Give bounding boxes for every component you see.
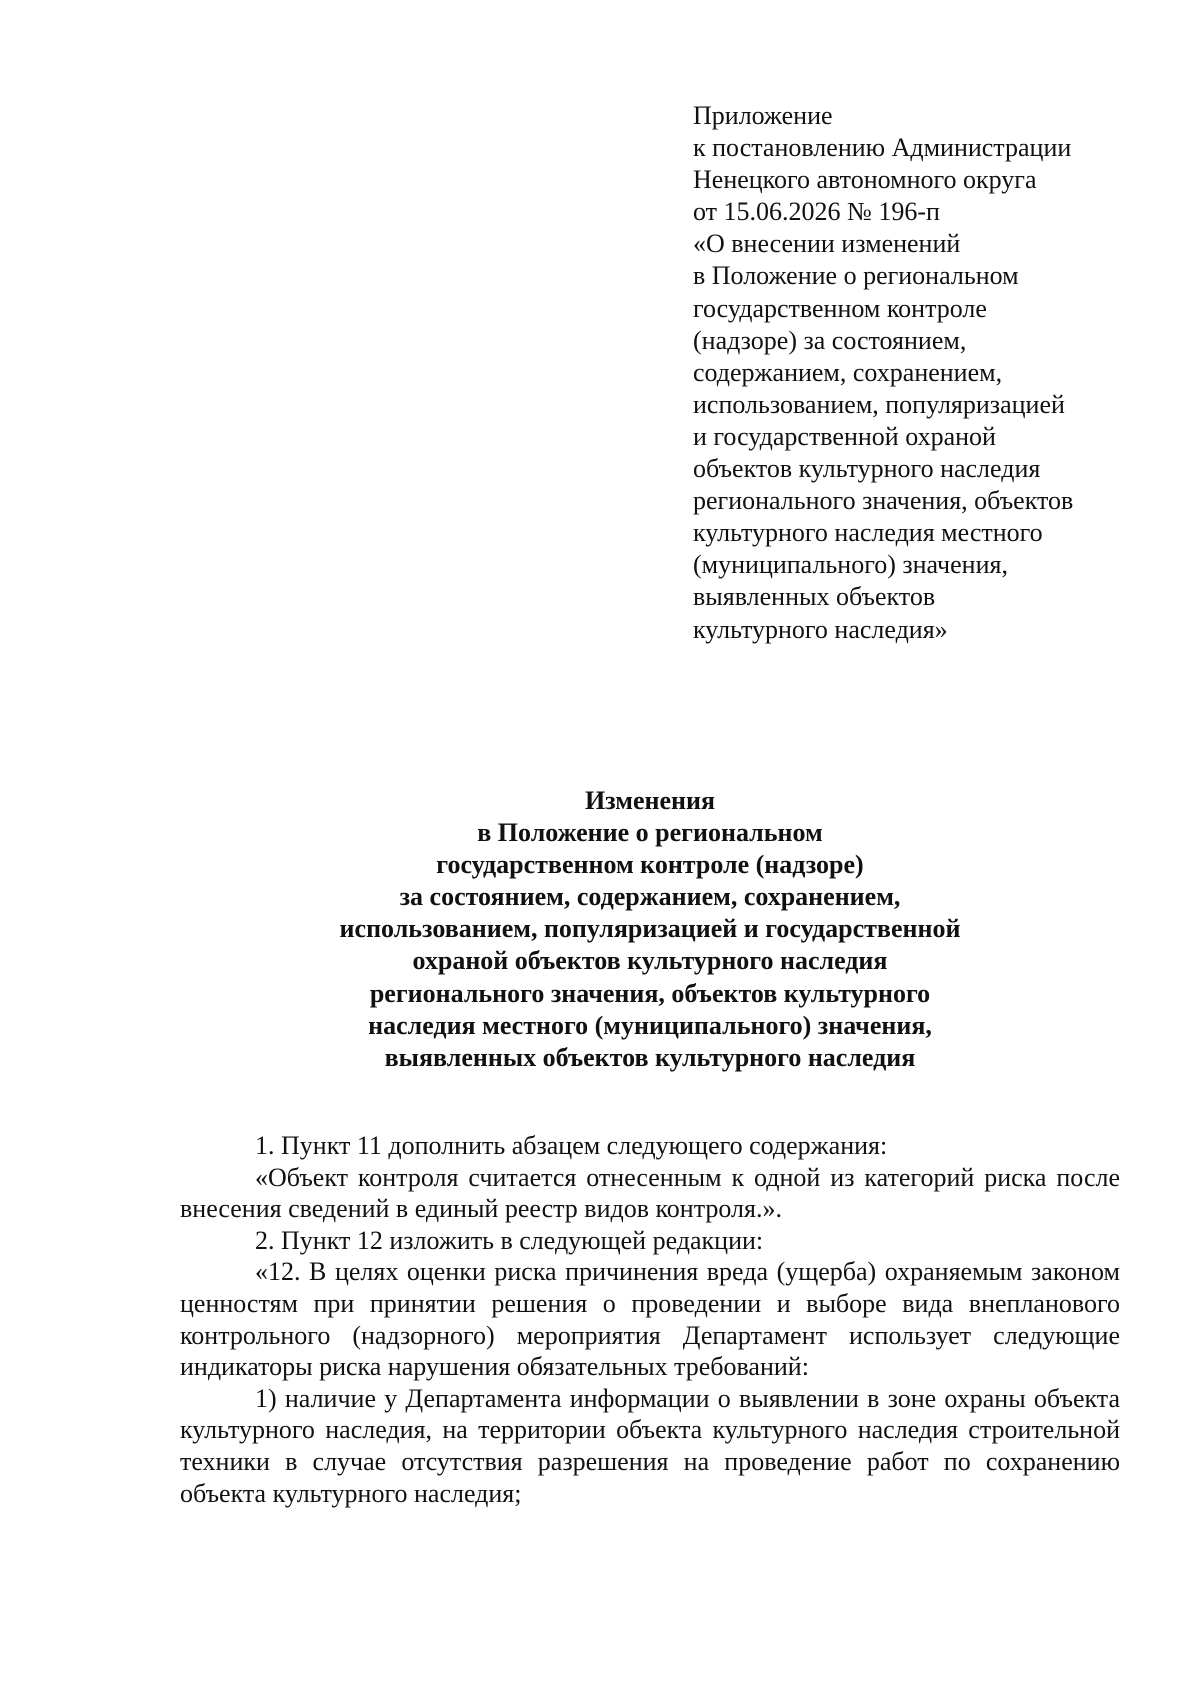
appendix-line: содержанием, сохранением, bbox=[693, 357, 1003, 387]
title-line: в Положение о региональном bbox=[477, 818, 823, 848]
appendix-line: (надзоре) за состоянием, bbox=[693, 325, 967, 355]
title-line: регионального значения, объектов культурного bbox=[369, 978, 931, 1008]
title-line: наследия местного (муниципального) значения, bbox=[368, 1010, 932, 1040]
appendix-line: от 15.06.2026 № 196-п bbox=[693, 197, 940, 227]
title-line: выявленных объектов культурного наследия bbox=[384, 1042, 916, 1072]
appendix-line: Ненецкого автономного округа bbox=[693, 165, 1037, 195]
appendix-line: использованием, популяризацией bbox=[693, 389, 1065, 419]
appendix-line: государственном контроле bbox=[693, 293, 987, 323]
appendix-line: (муниципального) значения, bbox=[693, 550, 1008, 580]
appendix-line: объектов культурного наследия bbox=[693, 454, 1041, 484]
appendix-line: регионального значения, объектов bbox=[693, 486, 1074, 516]
title-line: за состоянием, содержанием, сохранением, bbox=[399, 882, 901, 912]
appendix-line: в Положение о региональном bbox=[693, 261, 1019, 291]
title-line: государственном контроле (надзоре) bbox=[436, 850, 864, 880]
paragraph: 2. Пункт 12 изложить в следующей редакции: bbox=[255, 1225, 764, 1255]
paragraph: «Объект контроля считается отнесенным к одной из категорий риска после внесения сведений в единый реестр видов контроля.». bbox=[180, 1162, 1120, 1224]
paragraph: 1) наличие у Департамента информации о выявлении в зоне охраны объекта культурного наследия, на территории объекта культурного наследия строительной техники в случае отсутствия разрешения на проведение работ по сохранению объекта культурного наследия; bbox=[180, 1383, 1120, 1508]
title-line: Изменения bbox=[584, 786, 716, 815]
appendix-line: культурного наследия» bbox=[693, 614, 948, 644]
paragraph: «12. В целях оценки риска причинения вреда (ущерба) охраняемым законом ценностям при принятии решения о проведении и выборе вида внепланового контрольного (надзорного) мероприятия Департамент использует следующие индикаторы риска нарушения обязательных требований: bbox=[180, 1257, 1120, 1382]
appendix-line: и государственной охраной bbox=[693, 421, 996, 451]
appendix-line: Приложение bbox=[693, 101, 833, 130]
document-title bbox=[180, 785, 1120, 1074]
appendix-line: «О внесении изменений bbox=[693, 229, 961, 259]
appendix-line: к постановлению Администрации bbox=[693, 133, 1072, 163]
appendix-header bbox=[693, 100, 1163, 646]
appendix-line: выявленных объектов bbox=[693, 582, 936, 612]
appendix-line: культурного наследия местного bbox=[693, 518, 1043, 548]
paragraph: 1. Пункт 11 дополнить абзацем следующего содержания: bbox=[255, 1131, 888, 1160]
document-body bbox=[180, 1130, 1120, 1509]
title-line: использованием, популяризацией и государственной bbox=[339, 914, 961, 944]
title-line: охраной объектов культурного наследия bbox=[412, 946, 888, 976]
